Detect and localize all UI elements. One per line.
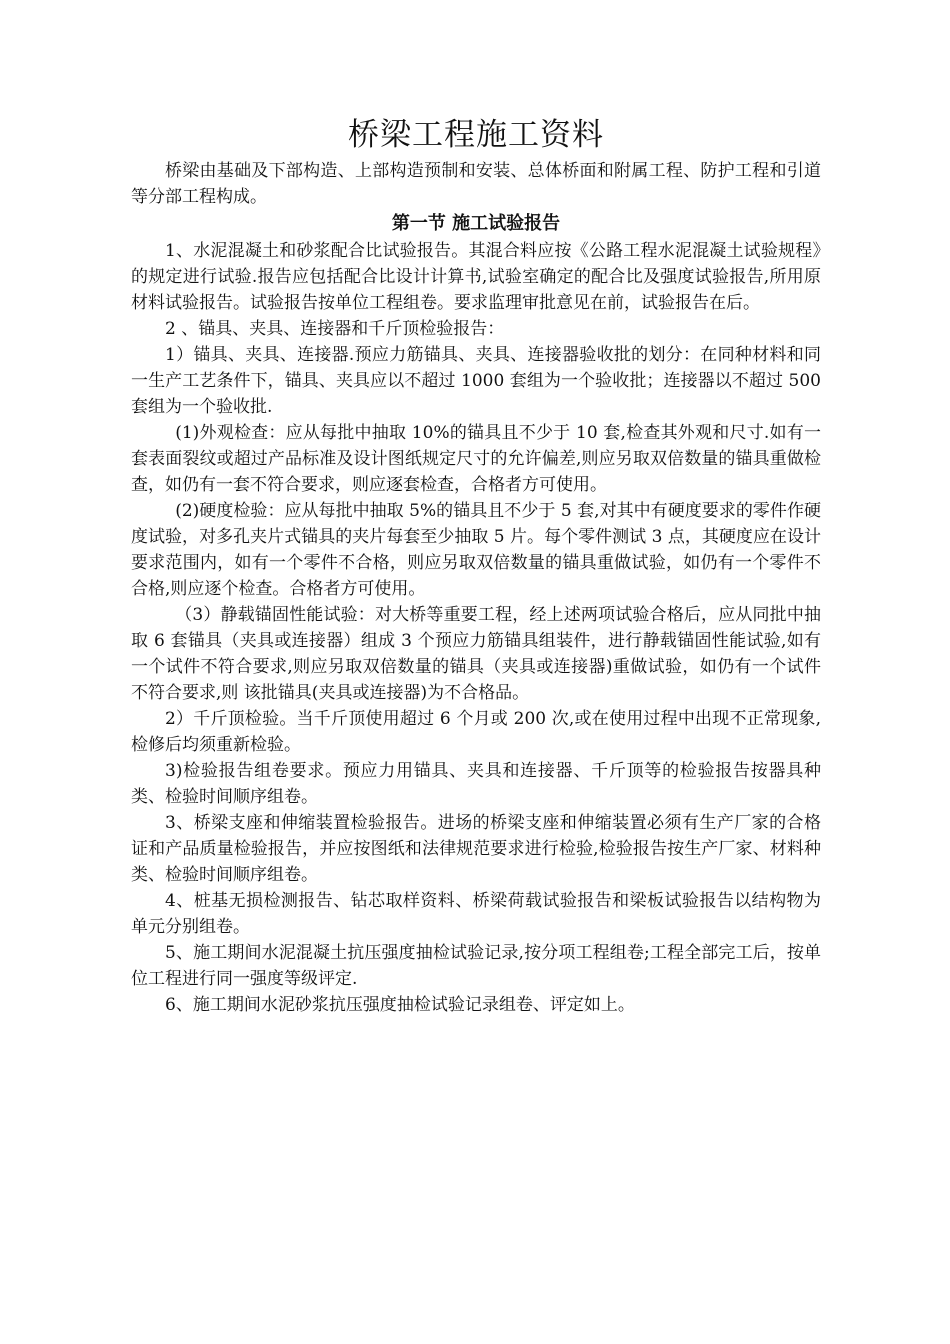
paragraph-visual-inspection: (1)外观检查：应从每批中抽取 10%的锚具且不少于 10 套,检查其外观和尺寸.如有一套表面裂纹或超过产品标准及设计图纸规定尺寸的允许偏差,则应另取双倍数量的锚具重做检查，如仍有一套不符合要求，则应逐套检查，合格者方可使用。	[131, 423, 821, 495]
document-title: 桥梁工程施工资料	[348, 117, 604, 153]
paragraph-static-load-test: （3）静载锚固性能试验：对大桥等重要工程，经上述两项试验合格后，应从同批中抽取 6 套锚具（夹具或连接器）组成 3 个预应力筋锚具组装件，进行静载锚固性能试验,如有一个试件不符合要求,则应另取双倍数量的锚具（夹具或连接器)重做试验，如仍有一个试件不符合要求,则 该批锚具(夹具或连接器)为不合格品。	[131, 605, 821, 703]
paragraph-pile-report: 4、桩基无损检测报告、钻芯取样资料、桥梁荷载试验报告和梁板试验报告以结构物为单元分别组卷。	[131, 891, 821, 937]
paragraph-anchor-batch: 1）锚具、夹具、连接器.预应力筋锚具、夹具、连接器验收批的划分：在同种材料和同一生产工艺条件下，锚具、夹具应以不超过 1000 套组为一个验收批；连接器以不超过 500 套组为一个验收批.	[131, 345, 821, 417]
intro-paragraph: 桥梁由基础及下部构造、上部构造预制和安装、总体桥面和附属工程、防护工程和引道等分部工程构成。	[131, 161, 821, 207]
document-body	[131, 112, 821, 1018]
paragraph-concrete-strength: 5、施工期间水泥混凝土抗压强度抽检试验记录,按分项工程组卷;工程全部完工后，按单位工程进行同一强度等级评定.	[131, 943, 821, 989]
paragraph-mix-ratio-report: 1、水泥混凝土和砂浆配合比试验报告。其混合料应按《公路工程水泥混凝土试验规程》的规定进行试验.报告应包括配合比设计计算书,试验室确定的配合比及强度试验报告,所用原材料试验报告。试验报告按单位工程组卷。要求监理审批意见在前，试验报告在后。	[131, 241, 821, 313]
paragraph-mortar-strength: 6、施工期间水泥砂浆抗压强度抽检试验记录组卷、评定如上。	[165, 995, 635, 1015]
paragraph-report-filing: 3)检验报告组卷要求。预应力用锚具、夹具和连接器、千斤顶等的检验报告按器具种类、检验时间顺序组卷。	[131, 761, 821, 807]
paragraph-jack-test: 2）千斤顶检验。当千斤顶使用超过 6 个月或 200 次,或在使用过程中出现不正常现象,检修后均须重新检验。	[131, 709, 821, 755]
paragraph-bearing-report: 3、桥梁支座和伸缩装置检验报告。进场的桥梁支座和伸缩装置必须有生产厂家的合格证和产品质量检验报告，并应按图纸和法律规范要求进行检验,检验报告按生产厂家、材料种类、检验时间顺序组卷。	[131, 813, 821, 885]
section-heading: 第一节 施工试验报告	[391, 213, 561, 234]
paragraph-anchor-jack-report: 2 、锚具、夹具、连接器和千斤顶检验报告：	[165, 319, 505, 339]
paragraph-hardness-test: (2)硬度检验：应从每批中抽取 5%的锚具且不少于 5 套,对其中有硬度要求的零件作硬度试验，对多孔夹片式锚具的夹片每套至少抽取 5 片。每个零件测试 3 点，其硬度应在设计要求范围内，如有一个零件不合格，则应另取双倍数量的锚具重做试验，如仍有一个零件不合格,则应逐个检查。合格者方可使用。	[131, 501, 821, 599]
